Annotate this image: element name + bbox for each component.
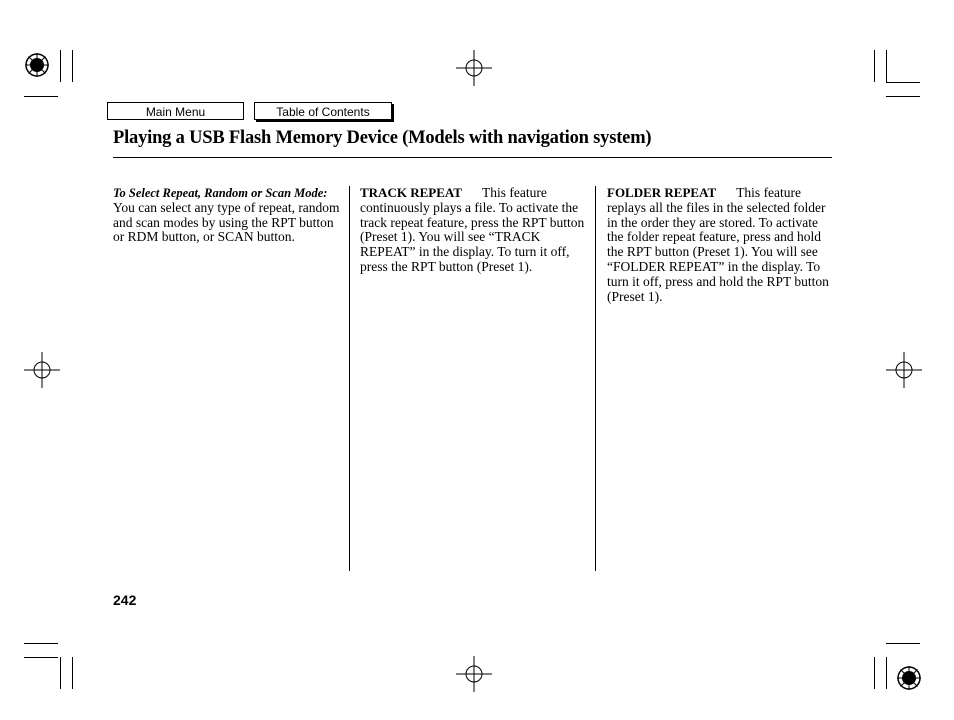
crop-mark (60, 657, 61, 689)
crosshair-icon (886, 352, 922, 393)
crop-mark (886, 657, 887, 689)
column-repeat-random-scan (113, 186, 343, 245)
crop-mark (886, 643, 920, 644)
column-track-repeat (360, 186, 590, 275)
page-title: Playing a USB Flash Memory Device (Models with navigation system) (113, 128, 652, 148)
feature-description: This feature continuously plays a file. To activate the track repeat feature, press the RPT button (Preset 1). You will see “TRACK REPEAT” in the display. To turn it off, press the RPT button (Preset 1). (360, 185, 585, 274)
column-folder-repeat (607, 186, 835, 304)
crop-mark (874, 50, 875, 82)
section-subheading: To Select Repeat, Random or Scan Mode: (113, 186, 328, 200)
registration-target-icon (896, 665, 922, 696)
crop-mark (874, 657, 875, 689)
crop-mark (886, 50, 887, 82)
main-menu-button[interactable]: Main Menu (107, 102, 244, 120)
title-divider (113, 157, 832, 158)
crosshair-icon (456, 656, 492, 697)
section-body: You can select any type of repeat, random and scan modes by using the RPT button or RDM button, or SCAN button. (113, 199, 340, 245)
feature-term: FOLDER REPEAT (607, 185, 717, 200)
crop-mark (886, 82, 920, 83)
crop-mark (24, 643, 58, 644)
crop-mark (886, 96, 920, 97)
feature-description: This feature replays all the files in the selected folder in the order they are stored. To activate the folder repeat feature, press and hold the RPT button (Preset 1). You will see “FOLDER REPEAT” in the display. To turn it off, press and hold the RPT button (Preset 1). (607, 185, 829, 304)
registration-target-icon (24, 52, 50, 83)
crop-mark (60, 50, 61, 82)
column-divider (595, 186, 596, 571)
page-number: 242 (113, 592, 137, 608)
crop-mark (72, 50, 73, 82)
crosshair-icon (24, 352, 60, 393)
crop-mark (24, 657, 58, 658)
crosshair-icon (456, 50, 492, 91)
feature-term: TRACK REPEAT (360, 185, 462, 200)
table-of-contents-button[interactable]: Table of Contents (254, 102, 392, 120)
crop-mark (24, 96, 58, 97)
crop-mark (72, 657, 73, 689)
column-divider (349, 186, 350, 571)
